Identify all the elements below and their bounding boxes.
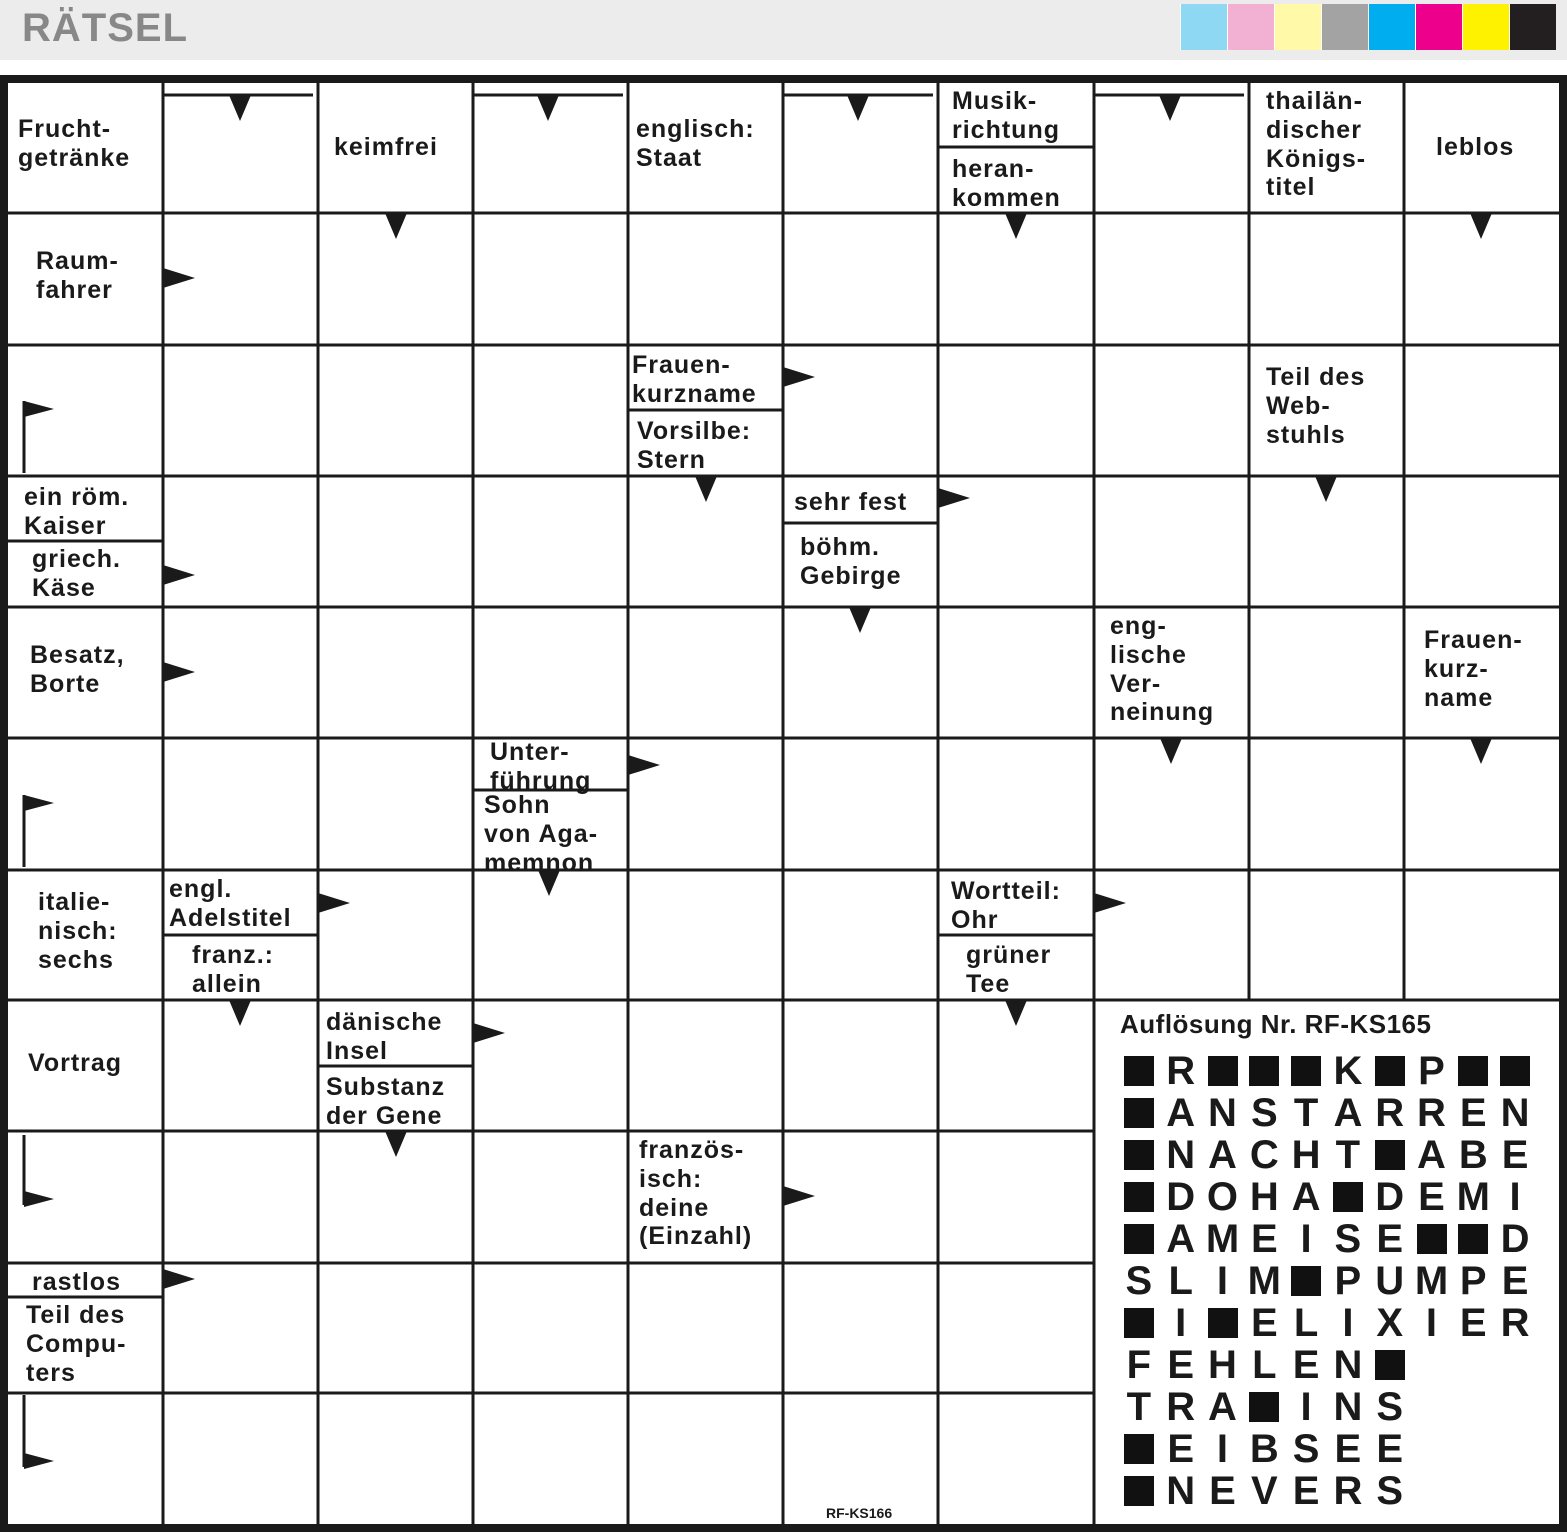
solution-letter: R	[1166, 1385, 1196, 1429]
solution-letter: E	[1376, 1217, 1404, 1261]
solution-letter: E	[1501, 1133, 1529, 1177]
clue-c19: Unter- führung	[490, 738, 592, 795]
solution-letter: E	[1376, 1427, 1404, 1471]
solution-block	[1118, 1218, 1160, 1260]
solution-letter: N	[1500, 1091, 1530, 1135]
black-square	[1124, 1224, 1154, 1254]
solution-letter: N	[1166, 1469, 1196, 1513]
solution-letter: I	[1216, 1259, 1229, 1303]
solution-block	[1243, 1050, 1285, 1092]
solution-letter: R	[1333, 1469, 1363, 1513]
solution-letter: H	[1208, 1343, 1237, 1387]
black-square	[1124, 1476, 1154, 1506]
solution-letter: E	[1167, 1343, 1195, 1387]
black-square	[1208, 1056, 1238, 1086]
arrow-right-icon	[938, 488, 970, 508]
clue-c29: französ- isch: deine (Einzahl)	[639, 1136, 753, 1251]
solution-letter: V	[1250, 1469, 1278, 1513]
color-swatch	[1415, 4, 1462, 50]
solution-letter: O	[1206, 1175, 1239, 1219]
solution-block	[1118, 1302, 1160, 1344]
solution-row	[1118, 1050, 1548, 1092]
color-swatch	[1509, 4, 1556, 50]
solution-letter: S	[1250, 1091, 1278, 1135]
solution-letter: P	[1459, 1259, 1487, 1303]
solution-letter: E	[1292, 1469, 1320, 1513]
arrow-down-icon	[385, 1131, 407, 1157]
solution-block	[1118, 1134, 1160, 1176]
clue-c13: griech. Käse	[32, 545, 121, 602]
clue-c17: eng- lische Ver- neinung	[1110, 612, 1215, 727]
solution-letter: E	[1459, 1301, 1487, 1345]
solution-letter: T	[1293, 1091, 1319, 1135]
solution-block	[1285, 1260, 1327, 1302]
crossword-board	[0, 75, 1567, 1532]
solution-letter: D	[1500, 1217, 1530, 1261]
solution-letter: E	[1418, 1175, 1445, 1219]
solution-letter: A	[1208, 1133, 1237, 1177]
solution-letter: K	[1333, 1049, 1363, 1093]
solution-letter: M	[1456, 1175, 1490, 1219]
solution-letter: R	[1375, 1091, 1405, 1135]
solution-row	[1118, 1344, 1548, 1386]
black-square	[1375, 1350, 1405, 1380]
solution-letter: I	[1425, 1301, 1438, 1345]
solution-letter: N	[1166, 1133, 1196, 1177]
clue-c7: leblos	[1436, 133, 1515, 161]
clue-c25: grüner Tee	[966, 941, 1052, 998]
clue-c1: Frucht- getränke	[18, 115, 131, 172]
solution-letter: H	[1249, 1175, 1279, 1219]
solution-row	[1118, 1260, 1548, 1302]
clue-c10: Vorsilbe: Stern	[637, 417, 752, 474]
solution-block	[1369, 1134, 1411, 1176]
solution-block	[1118, 1176, 1160, 1218]
solution-letter: E	[1209, 1469, 1236, 1513]
clue-c11: Teil des Web- stuhls	[1266, 363, 1366, 449]
clue-c27: dänische Insel	[326, 1008, 443, 1065]
arrow-down-icon	[537, 95, 559, 121]
arrow-right-icon	[783, 367, 815, 387]
solution-letter: I	[1300, 1385, 1312, 1429]
black-square	[1249, 1392, 1279, 1422]
solution-block	[1411, 1218, 1453, 1260]
color-swatches	[1180, 4, 1556, 52]
solution-letter: X	[1376, 1301, 1404, 1345]
flag-arrow-icon	[24, 1453, 54, 1469]
solution-letter: S	[1376, 1469, 1404, 1513]
arrow-down-icon	[1005, 213, 1027, 239]
arrow-down-icon	[1159, 95, 1181, 121]
solution-letter: S	[1125, 1259, 1153, 1303]
clue-c12: ein röm. Kaiser	[24, 483, 130, 540]
solution-letter: S	[1376, 1385, 1404, 1429]
black-square	[1458, 1056, 1488, 1086]
black-square	[1208, 1308, 1238, 1338]
clue-c15: böhm. Gebirge	[800, 533, 902, 590]
flag-arrow-icon	[24, 401, 54, 417]
color-swatch	[1462, 4, 1509, 50]
black-square	[1291, 1056, 1321, 1086]
solution-letter: N	[1208, 1091, 1237, 1135]
clue-c28: Substanz der Gene	[326, 1073, 446, 1130]
solution-block	[1369, 1050, 1411, 1092]
clue-c31: Teil des Compu- ters	[26, 1301, 127, 1387]
flag-arrow-icon	[24, 795, 54, 811]
solution-letter: U	[1375, 1259, 1405, 1303]
arrow-down-icon	[1470, 738, 1492, 764]
arrow-right-icon	[163, 268, 195, 288]
solution-row	[1118, 1470, 1548, 1512]
black-square	[1249, 1056, 1279, 1086]
solution-letter: E	[1292, 1343, 1320, 1387]
solution-letter: R	[1500, 1301, 1530, 1345]
solution-block	[1118, 1428, 1160, 1470]
solution-letter: B	[1249, 1427, 1279, 1471]
page-title: RÄTSEL	[22, 6, 188, 50]
clue-c16: Besatz, Borte	[30, 641, 125, 698]
solution-block	[1369, 1344, 1411, 1386]
clue-c5: heran- kommen	[952, 155, 1061, 212]
color-swatch	[1274, 4, 1321, 50]
solution-letter: A	[1166, 1091, 1196, 1135]
clue-c6: thailän- discher Königs- titel	[1266, 87, 1367, 202]
arrow-right-icon	[318, 893, 350, 913]
solution-block	[1118, 1470, 1160, 1512]
black-square	[1124, 1434, 1154, 1464]
solution-letter: F	[1126, 1343, 1152, 1387]
solution-row	[1118, 1134, 1548, 1176]
header-bar	[0, 0, 1567, 60]
solution-letter: T	[1335, 1133, 1361, 1177]
solution-row	[1118, 1092, 1548, 1134]
black-square	[1291, 1266, 1321, 1296]
black-square	[1375, 1056, 1405, 1086]
arrow-right-icon	[163, 1269, 195, 1289]
solution-letter: L	[1168, 1259, 1193, 1303]
arrow-down-icon	[1470, 213, 1492, 239]
solution-letter: P	[1334, 1259, 1362, 1303]
solution-letter: S	[1292, 1427, 1320, 1471]
color-swatch	[1368, 4, 1415, 50]
black-square	[1124, 1098, 1154, 1128]
arrow-down-icon	[1315, 476, 1337, 502]
clue-c21: italie- nisch: sechs	[38, 888, 118, 974]
solution-letter: T	[1126, 1385, 1152, 1429]
arrow-down-icon	[1160, 738, 1182, 764]
solution-letter: E	[1501, 1259, 1529, 1303]
solution-letter: B	[1458, 1133, 1488, 1177]
solution-block	[1118, 1092, 1160, 1134]
solution-block	[1494, 1050, 1536, 1092]
solution-row	[1118, 1176, 1548, 1218]
clue-c22: engl. Adelstitel	[169, 875, 292, 932]
black-square	[1124, 1182, 1154, 1212]
black-square	[1500, 1056, 1530, 1086]
solution-row	[1118, 1302, 1548, 1344]
clue-c26: Vortrag	[28, 1049, 123, 1077]
arrow-down-icon	[1005, 1000, 1027, 1026]
solution-block	[1202, 1050, 1244, 1092]
solution-letter: N	[1333, 1385, 1363, 1429]
solution-letter: A	[1291, 1175, 1321, 1219]
arrow-right-icon	[783, 1186, 815, 1206]
clue-c24: Wortteil: Ohr	[951, 877, 1061, 934]
solution-letter: I	[1300, 1217, 1312, 1261]
arrow-right-icon	[163, 662, 195, 682]
solution-letter: E	[1167, 1427, 1195, 1471]
solution-grid	[1118, 1050, 1548, 1512]
solution-letter: P	[1418, 1049, 1445, 1093]
black-square	[1124, 1308, 1154, 1338]
arrow-down-icon	[385, 213, 407, 239]
black-square	[1124, 1056, 1154, 1086]
solution-letter: E	[1334, 1427, 1362, 1471]
solution-letter: D	[1375, 1175, 1405, 1219]
solution-letter: S	[1334, 1217, 1362, 1261]
clue-c3: englisch: Staat	[636, 115, 755, 172]
solution-letter: N	[1333, 1343, 1363, 1387]
solution-letter: A	[1166, 1217, 1196, 1261]
clue-c14: sehr fest	[794, 488, 908, 516]
color-swatch	[1180, 4, 1227, 50]
solution-block	[1452, 1050, 1494, 1092]
solution-row	[1118, 1428, 1548, 1470]
arrow-down-icon	[849, 607, 871, 633]
solution-letter: C	[1249, 1133, 1279, 1177]
solution-letter: A	[1333, 1091, 1363, 1135]
arrow-down-icon	[847, 95, 869, 121]
solution-letter: I	[1175, 1301, 1187, 1345]
flag-arrow-icon	[24, 1191, 54, 1207]
black-square	[1124, 1140, 1154, 1170]
puzzle-code: RF-KS166	[826, 1505, 893, 1521]
solution-block	[1243, 1386, 1285, 1428]
solution-block	[1202, 1302, 1244, 1344]
solution-letter: L	[1252, 1343, 1277, 1387]
solution-block	[1452, 1218, 1494, 1260]
solution-letter: R	[1166, 1049, 1196, 1093]
clue-c30: rastlos	[32, 1268, 121, 1296]
black-square	[1333, 1182, 1363, 1212]
solution-letter: E	[1459, 1091, 1487, 1135]
solution-letter: D	[1166, 1175, 1196, 1219]
solution-title: Auflösung Nr. RF-KS165	[1120, 1009, 1432, 1039]
solution-letter: A	[1208, 1385, 1237, 1429]
color-swatch	[1321, 4, 1368, 50]
solution-letter: A	[1417, 1133, 1446, 1177]
solution-block	[1118, 1050, 1160, 1092]
arrow-down-icon	[695, 476, 717, 502]
arrow-down-icon	[229, 1000, 251, 1026]
clue-c4: Musik- richtung	[952, 87, 1060, 144]
clue-c20: Sohn von Aga- memnon	[484, 791, 599, 877]
black-square	[1417, 1224, 1447, 1254]
solution-letter: L	[1293, 1301, 1319, 1345]
solution-letter: R	[1417, 1091, 1446, 1135]
clue-c23: franz.: allein	[192, 941, 274, 998]
solution-block	[1327, 1176, 1369, 1218]
clue-c8: Raum- fahrer	[36, 247, 119, 304]
solution-row	[1118, 1386, 1548, 1428]
arrow-right-icon	[163, 565, 195, 585]
solution-letter: E	[1250, 1301, 1278, 1345]
clue-c18: Frauen- kurz- name	[1424, 626, 1523, 712]
solution-letter: I	[1216, 1427, 1229, 1471]
black-square	[1458, 1224, 1488, 1254]
arrow-right-icon	[628, 755, 660, 775]
clue-c2: keimfrei	[334, 133, 438, 161]
solution-letter: H	[1291, 1133, 1321, 1177]
color-swatch	[1227, 4, 1274, 50]
solution-letter: M	[1247, 1259, 1281, 1303]
arrow-right-icon	[473, 1023, 505, 1043]
solution-letter: E	[1250, 1217, 1278, 1261]
solution-row	[1118, 1218, 1548, 1260]
solution-letter: M	[1205, 1217, 1240, 1261]
clue-c9: Frauen- kurzname	[632, 351, 757, 408]
black-square	[1375, 1140, 1405, 1170]
solution-letter: I	[1509, 1175, 1521, 1219]
arrow-down-icon	[229, 95, 251, 121]
solution-letter: M	[1414, 1259, 1449, 1303]
solution-block	[1285, 1050, 1327, 1092]
arrow-right-icon	[1094, 893, 1126, 913]
solution-letter: I	[1342, 1301, 1354, 1345]
